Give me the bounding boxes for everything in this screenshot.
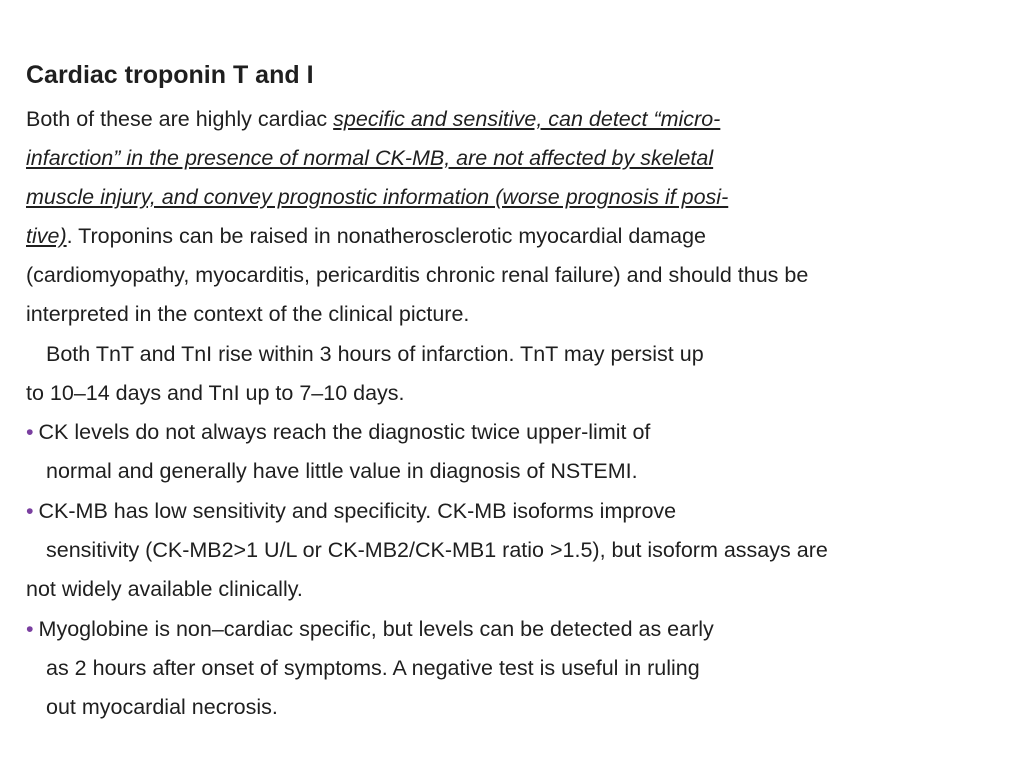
bullet-1 xyxy=(26,418,650,446)
bullet-3-text: Myoglobine is non–cardiac specific, but levels can be detected as early xyxy=(38,617,714,641)
bullet-3-cont-2: out myocardial necrosis. xyxy=(46,695,278,719)
body-line-2 xyxy=(26,144,713,172)
body-line-4 xyxy=(26,222,706,250)
body-line-3 xyxy=(26,183,728,211)
bullet-2-text: CK-MB has low sensitivity and specificity. CK-MB isoforms improve xyxy=(38,499,677,523)
bullet-3-marker: • xyxy=(26,617,34,641)
body-line-7: Both TnT and TnI rise within 3 hours of infarction. TnT may persist up xyxy=(46,342,704,366)
bullet-2 xyxy=(26,497,676,525)
body-line-1-text: Both of these are highly cardiac xyxy=(26,107,334,131)
bullet-2-cont-1: sensitivity (CK-MB2>1 U/L or CK-MB2/CK-MB1 ratio >1.5), but isoform assays are xyxy=(46,538,828,562)
body-line-6: interpreted in the context of the clinical picture. xyxy=(26,302,470,326)
bullet-2-marker: • xyxy=(26,499,34,523)
bullet-3-cont-1: as 2 hours after onset of symptoms. A negative test is useful in ruling xyxy=(46,656,700,680)
bullet-2-cont-2: not widely available clinically. xyxy=(26,577,303,601)
body-line-1 xyxy=(26,105,720,133)
body-line-3-emphasis: muscle injury, and convey prognostic information (worse prognosis if posi- xyxy=(26,185,729,209)
body-line-4-text: . Troponins can be raised in nonatherosclerotic myocardial damage xyxy=(66,224,707,248)
body-line-4-emphasis: tive) xyxy=(26,224,67,248)
bullet-1-cont-1: normal and generally have little value in diagnosis of NSTEMI. xyxy=(46,459,638,483)
bullet-1-text: CK levels do not always reach the diagnostic twice upper-limit of xyxy=(38,420,651,444)
body-line-8: to 10–14 days and TnI up to 7–10 days. xyxy=(26,381,405,405)
body-line-1-emphasis: specific and sensitive, can detect “micro- xyxy=(333,107,721,131)
body-line-5: (cardiomyopathy, myocarditis, pericarditis chronic renal failure) and should thus be xyxy=(26,263,809,287)
bullet-3 xyxy=(26,615,714,643)
slide-title: Cardiac troponin T and I xyxy=(26,61,314,89)
body-line-2-emphasis: infarction” in the presence of normal CK-MB, are not affected by skeletal xyxy=(26,146,714,170)
bullet-1-marker: • xyxy=(26,420,34,444)
